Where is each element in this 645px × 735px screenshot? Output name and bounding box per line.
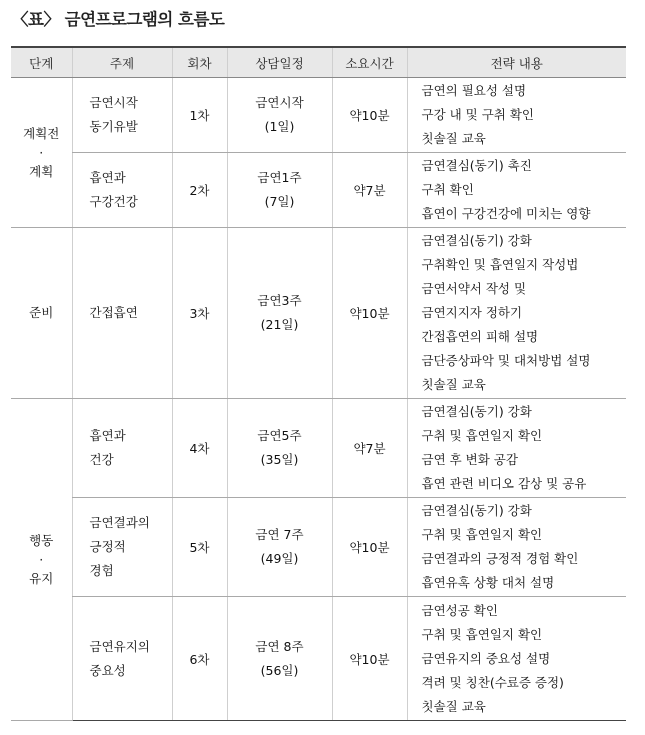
schedule-line: (21일) — [260, 317, 299, 332]
strategy-cell — [407, 78, 626, 153]
strategy-line: 금연결심(동기) 강화 — [421, 503, 532, 518]
topic-line: 금연결과의 — [89, 515, 150, 530]
duration-cell: 약10분 — [332, 228, 407, 399]
schedule-line: (35일) — [260, 452, 299, 467]
schedule-cell — [227, 597, 332, 721]
stage-dot: · — [39, 551, 44, 567]
strategy-line: 구강 내 및 구취 확인 — [421, 107, 534, 122]
strategy-line: 구취 확인 — [421, 182, 474, 197]
session-cell: 5차 — [172, 498, 227, 597]
schedule-cell — [227, 399, 332, 498]
header-session: 회차 — [172, 47, 227, 78]
schedule-line: 금연 8주 — [255, 638, 304, 654]
schedule-line: (1일) — [264, 119, 295, 134]
strategy-line: 구취 및 흡연일지 확인 — [421, 428, 543, 443]
session-cell: 2차 — [172, 153, 227, 228]
strategy-line: 구취 및 흡연일지 확인 — [421, 626, 543, 642]
table-row — [11, 498, 626, 597]
duration-cell: 약7분 — [332, 399, 407, 498]
stage-cell-planning — [11, 78, 72, 228]
stage-cell-preparation — [11, 228, 72, 399]
strategy-cell — [407, 399, 626, 498]
session-cell: 3차 — [172, 228, 227, 399]
strategy-line: 간접흡연의 피해 설명 — [421, 329, 539, 344]
topic-cell — [72, 597, 172, 721]
schedule-cell — [227, 153, 332, 228]
strategy-line: 금연성공 확인 — [421, 602, 498, 618]
strategy-cell — [407, 498, 626, 597]
strategy-line: 금연결과의 긍정적 경험 확인 — [421, 551, 579, 566]
strategy-line: 흡연유혹 상황 대처 설명 — [421, 575, 555, 590]
strategy-line: 흡연 관련 비디오 감상 및 공유 — [421, 476, 587, 491]
topic-cell — [72, 153, 172, 228]
table-row — [11, 228, 626, 399]
table-row — [11, 78, 626, 153]
topic-cell — [72, 78, 172, 153]
strategy-cell — [407, 597, 626, 721]
session-cell: 1차 — [172, 78, 227, 153]
strategy-line: 구취 및 흡연일지 확인 — [421, 527, 543, 542]
topic-line: 구강건강 — [89, 194, 138, 209]
strategy-line: 구취확인 및 흡연일지 작성법 — [421, 257, 579, 272]
session-cell: 6차 — [172, 597, 227, 721]
strategy-line: 금단증상파악 및 대처방법 설명 — [421, 353, 591, 368]
stage-dot: · — [39, 144, 44, 160]
duration-cell: 약10분 — [332, 597, 407, 721]
stage-cell-action-maintenance — [11, 399, 72, 721]
table-row — [11, 597, 626, 721]
schedule-line: 금연 7주 — [255, 527, 304, 542]
duration-cell: 약10분 — [332, 78, 407, 153]
topic-cell — [72, 399, 172, 498]
duration-cell: 약7분 — [332, 153, 407, 228]
strategy-line: 칫솔질 교육 — [421, 377, 486, 392]
duration-cell: 약10분 — [332, 498, 407, 597]
stage-text: 계획 — [29, 163, 54, 179]
strategy-line: 금연결심(동기) 강화 — [421, 404, 532, 419]
strategy-line: 칫솔질 교육 — [421, 698, 486, 714]
topic-line: 흡연과 — [89, 428, 126, 443]
stage-text: 계획전 — [23, 125, 60, 141]
topic-line: 흡연과 — [89, 170, 126, 185]
schedule-cell — [227, 78, 332, 153]
topic-line: 동기유발 — [89, 119, 138, 134]
schedule-line: (49일) — [260, 551, 299, 566]
header-row — [11, 47, 626, 78]
topic-line: 금연시작 — [89, 95, 138, 110]
topic-line: 중요성 — [89, 662, 126, 678]
table-row — [11, 399, 626, 498]
strategy-line: 금연결심(동기) 강화 — [421, 233, 532, 248]
strategy-line: 금연지지자 정하기 — [421, 305, 523, 320]
strategy-line: 금연의 필요성 설명 — [421, 83, 527, 98]
stage-text: 행동 — [29, 532, 54, 548]
table-title: 〈표〉 금연프로그램의 흐름도 — [12, 10, 225, 29]
topic-cell — [72, 498, 172, 597]
schedule-line: (7일) — [264, 194, 295, 209]
strategy-line: 금연유지의 중요성 설명 — [421, 650, 551, 666]
header-strategy: 전략 내용 — [407, 47, 626, 78]
strategy-line: 흡연이 구강건강에 미치는 영향 — [421, 206, 591, 221]
topic-line: 건강 — [89, 452, 114, 467]
program-flow-table — [11, 46, 626, 721]
topic-line: 간접흡연 — [89, 305, 138, 320]
schedule-line: (56일) — [260, 662, 299, 678]
table-row — [11, 153, 626, 228]
stage-text: 준비 — [29, 305, 54, 320]
strategy-line: 금연 후 변화 공감 — [421, 452, 518, 467]
header-schedule: 상담일정 — [227, 47, 332, 78]
session-cell: 4차 — [172, 399, 227, 498]
schedule-line: 금연3주 — [257, 293, 302, 308]
topic-line: 금연유지의 — [89, 638, 150, 654]
schedule-line: 금연5주 — [257, 428, 302, 443]
schedule-line: 금연1주 — [257, 170, 302, 185]
header-stage: 단계 — [11, 47, 72, 78]
topic-line: 경험 — [89, 563, 114, 578]
strategy-cell — [407, 153, 626, 228]
header-topic: 주제 — [72, 47, 172, 78]
strategy-line: 금연서약서 작성 및 — [421, 281, 527, 296]
topic-cell — [72, 228, 172, 399]
topic-line: 긍정적 — [89, 539, 126, 554]
stage-text: 유지 — [29, 570, 54, 586]
strategy-cell — [407, 228, 626, 399]
schedule-cell — [227, 498, 332, 597]
strategy-line: 격려 및 칭찬(수료증 증정) — [421, 674, 564, 690]
schedule-cell — [227, 228, 332, 399]
schedule-line: 금연시작 — [255, 95, 304, 110]
header-duration: 소요시간 — [332, 47, 407, 78]
strategy-line: 칫솔질 교육 — [421, 131, 486, 146]
strategy-line: 금연결심(동기) 촉진 — [421, 158, 532, 173]
